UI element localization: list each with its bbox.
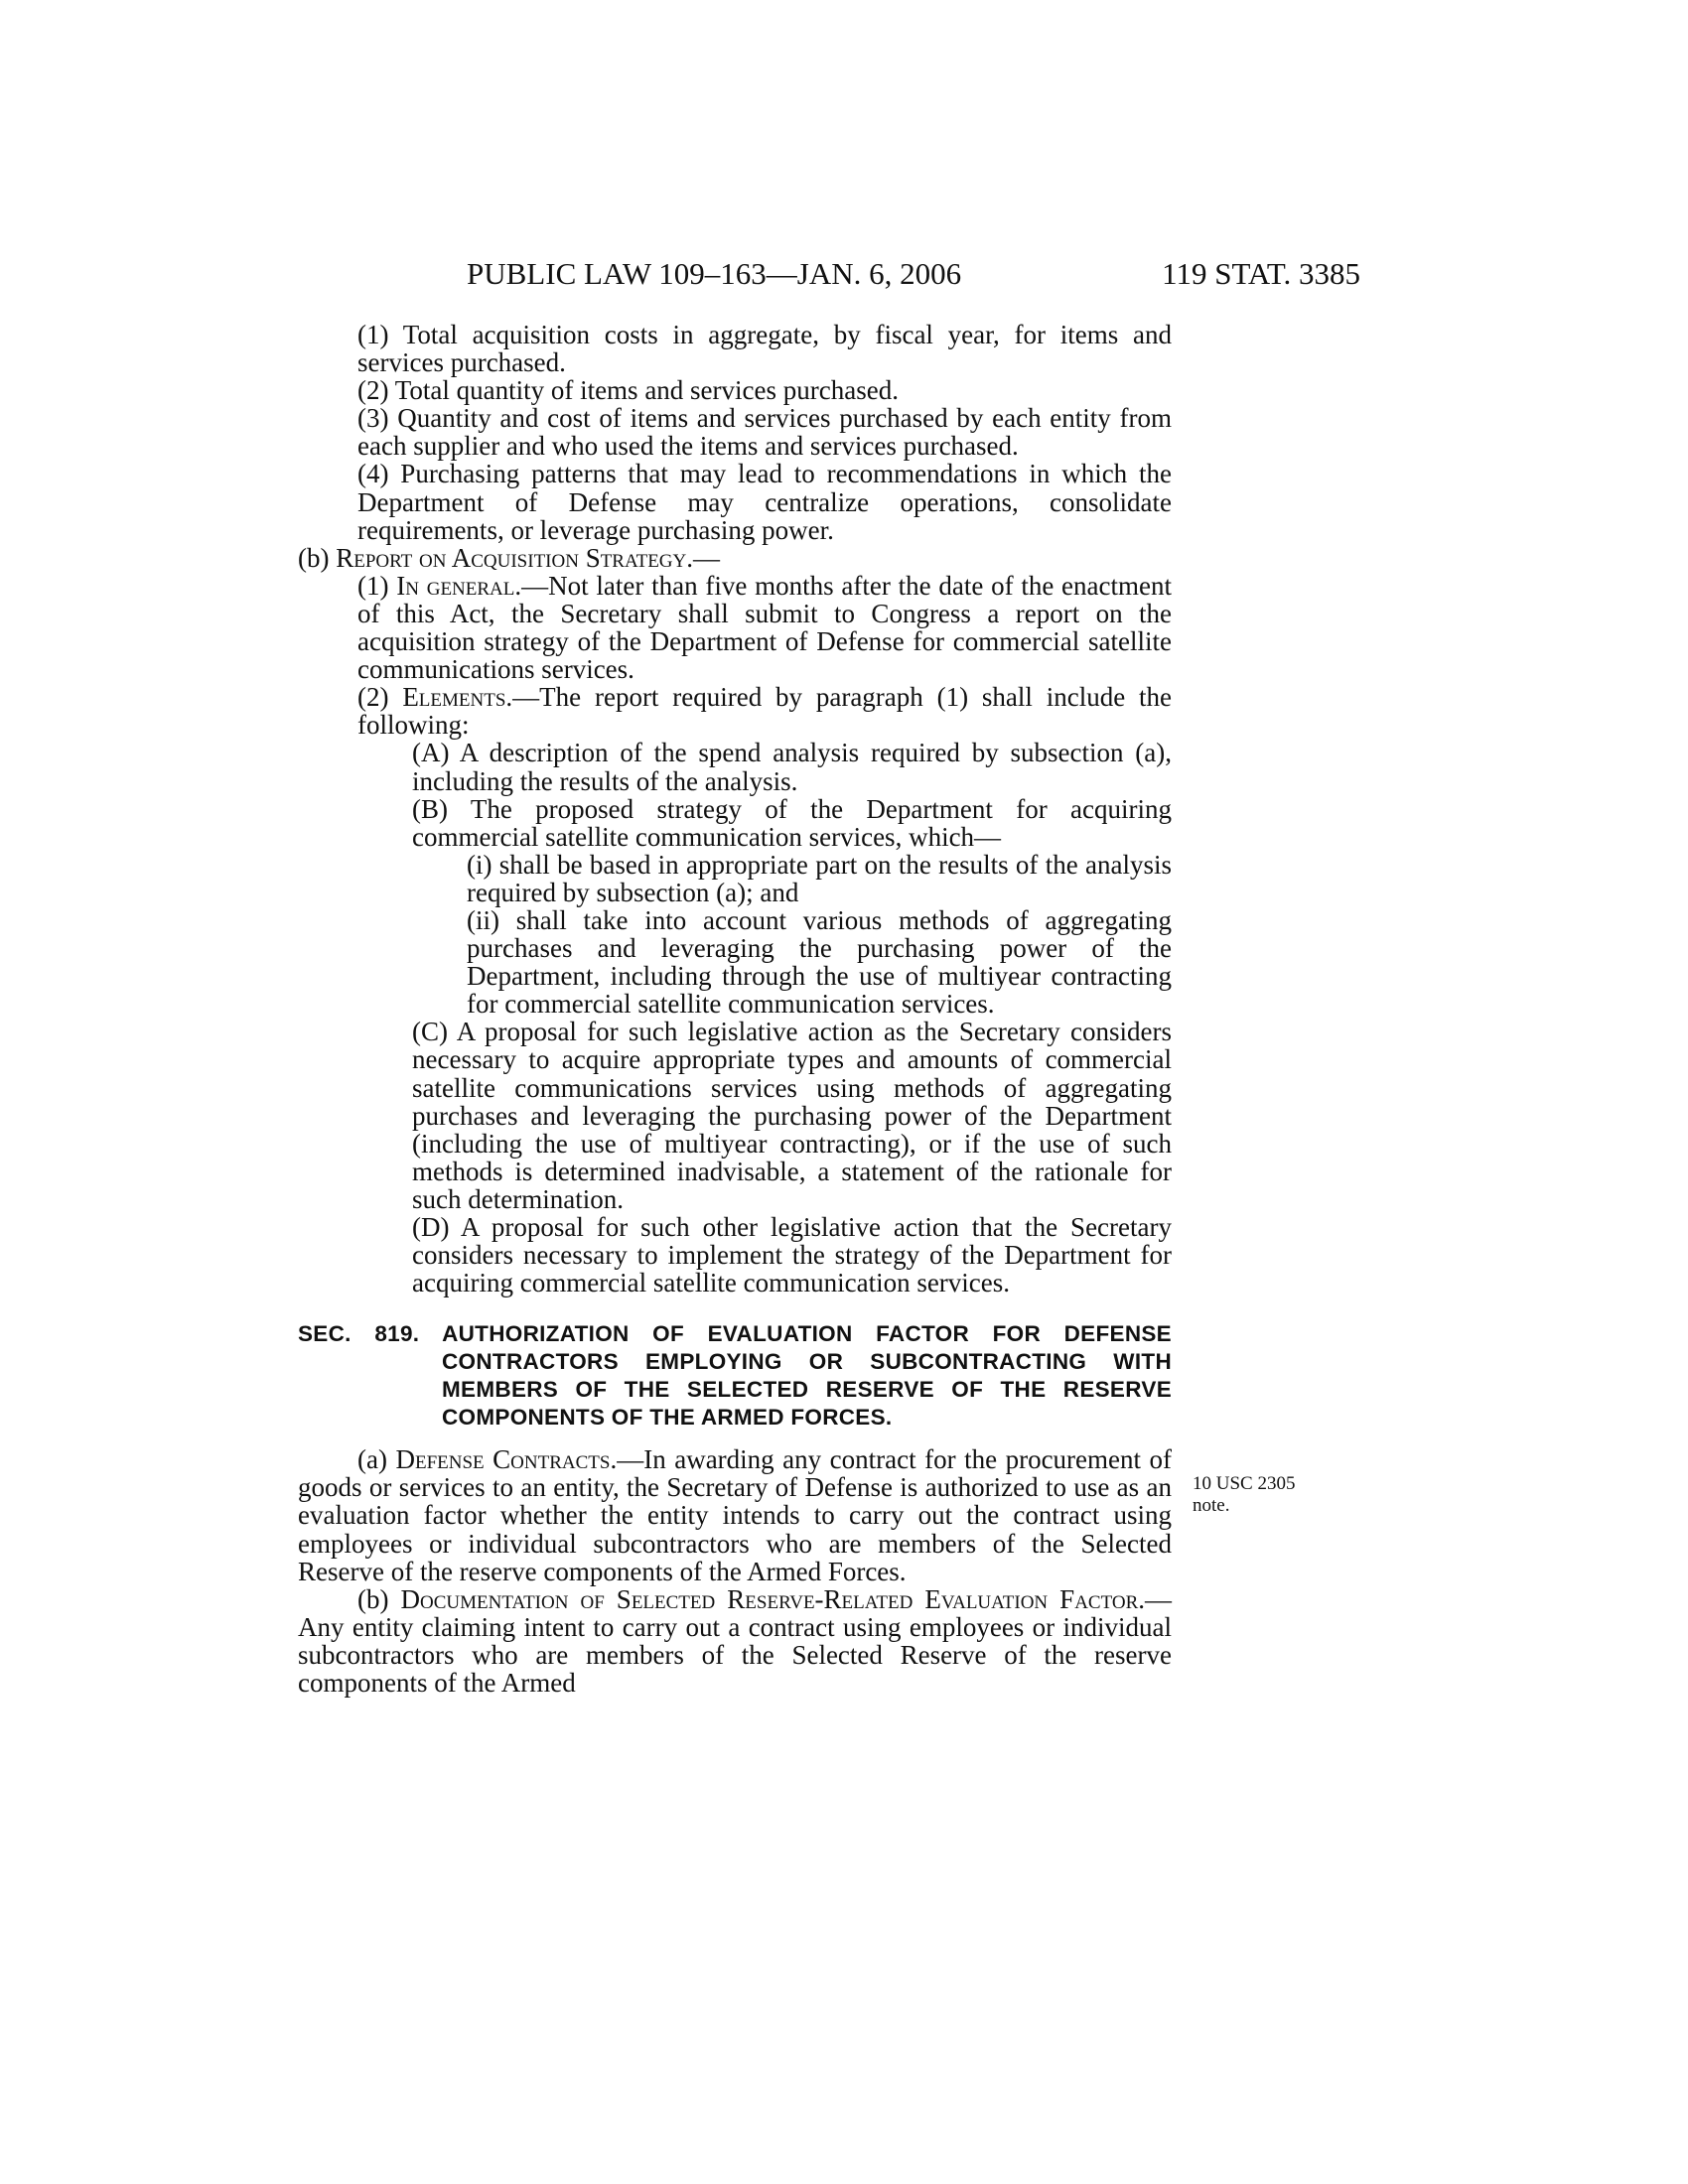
margin-note bbox=[1193, 1473, 1351, 1517]
paragraph-b2Bi: (i) shall be based in appropriate part on the results of the analysis required by subsection (a); and bbox=[467, 849, 1172, 907]
paragraph-b1: (1) In general.—Not later than five months after the date of the enactment of this Act, the Secretary shall submit to Congress a report on the acquisition strategy of the Department of Defense for commercial satellite communications services. bbox=[357, 570, 1173, 685]
paragraph-a1: (1) Total acquisition costs in aggregate, by fiscal year, for items and services purchased. bbox=[357, 320, 1172, 378]
section-819-subsection-a: (a) Defense Contracts.—In awarding any contract for the procurement of goods or services to an entity, the Secretary of Defense is authorized to use as an evaluation factor whether the entity intends to carry out the contract using employees or individual subcontractors who are members of the Selected Reserve of the reserve components of the Armed Forces. bbox=[298, 1444, 1173, 1586]
section-819-subsection-b: (b) Documentation of Selected Reserve-Related Evaluation Factor.—Any entity claiming intent to carry out a contract using employees or individual subcontractors who are members of the Selected Reserve of the reserve components of the Armed bbox=[298, 1583, 1172, 1699]
subsection-b: (b) Report on Acquisition Strategy.— bbox=[298, 542, 721, 573]
law-title: PUBLIC LAW 109–163—JAN. 6, 2006 bbox=[467, 256, 962, 291]
paragraph-b2D: (D) A proposal for such other legislative action that the Secretary considers necessary to implement the strategy of the Department for acquiring commercial satellite communication services. bbox=[412, 1212, 1172, 1298]
paragraph-a3: (3) Quantity and cost of items and services purchased by each entity from each supplier and who used the items and services purchased. bbox=[357, 403, 1172, 462]
paragraph-b2Bii: (ii) shall take into account various methods of aggregating purchases and leveraging the purchasing power of the Department, including through the use of multiyear contracting for commercial satellite communication services. bbox=[467, 904, 1172, 1020]
page-number: 119 STAT. 3385 bbox=[1162, 256, 1360, 291]
section-heading: SEC. 819. AUTHORIZATION OF EVALUATION FACTOR FOR DEFENSE CONTRACTORS EMPLOYING OR SUBCONTRACTING WITH MEMBERS OF THE SELECTED RESERVE OF THE RESERVE COMPONENTS OF THE ARMED FORCES. bbox=[298, 1321, 1172, 1431]
paragraph-a4: (4) Purchasing patterns that may lead to recommendations in which the Department of Defense may centralize operations, consolidate requirements, or leverage purchasing power. bbox=[357, 459, 1172, 545]
paragraph-b2B: (B) The proposed strategy of the Department for acquiring commercial satellite communication services, which— bbox=[412, 793, 1172, 852]
paragraph-b2C: (C) A proposal for such legislative action as the Secretary considers necessary to acquire appropriate types and amounts of commercial satellite communications services using methods of aggregating purchases and leveraging the purchasing power of the Department (including the use of multiyear contracting), or if the use of such methods is determined inadvisable, a statement of the rationale for such determination. bbox=[412, 1017, 1172, 1214]
paragraph-b2A: (A) A description of the spend analysis required by subsection (a), including the results of the analysis. bbox=[412, 738, 1172, 796]
margin-note-label: note. bbox=[1193, 1495, 1230, 1516]
margin-note-citation: 10 USC 2305 bbox=[1193, 1473, 1296, 1494]
paragraph-a2: (2) Total quantity of items and services purchased. bbox=[357, 375, 899, 406]
body-text bbox=[298, 321, 1172, 1697]
paragraph-b2: (2) Elements.—The report required by paragraph (1) shall include the following: bbox=[357, 682, 1173, 741]
running-head bbox=[298, 254, 1360, 294]
